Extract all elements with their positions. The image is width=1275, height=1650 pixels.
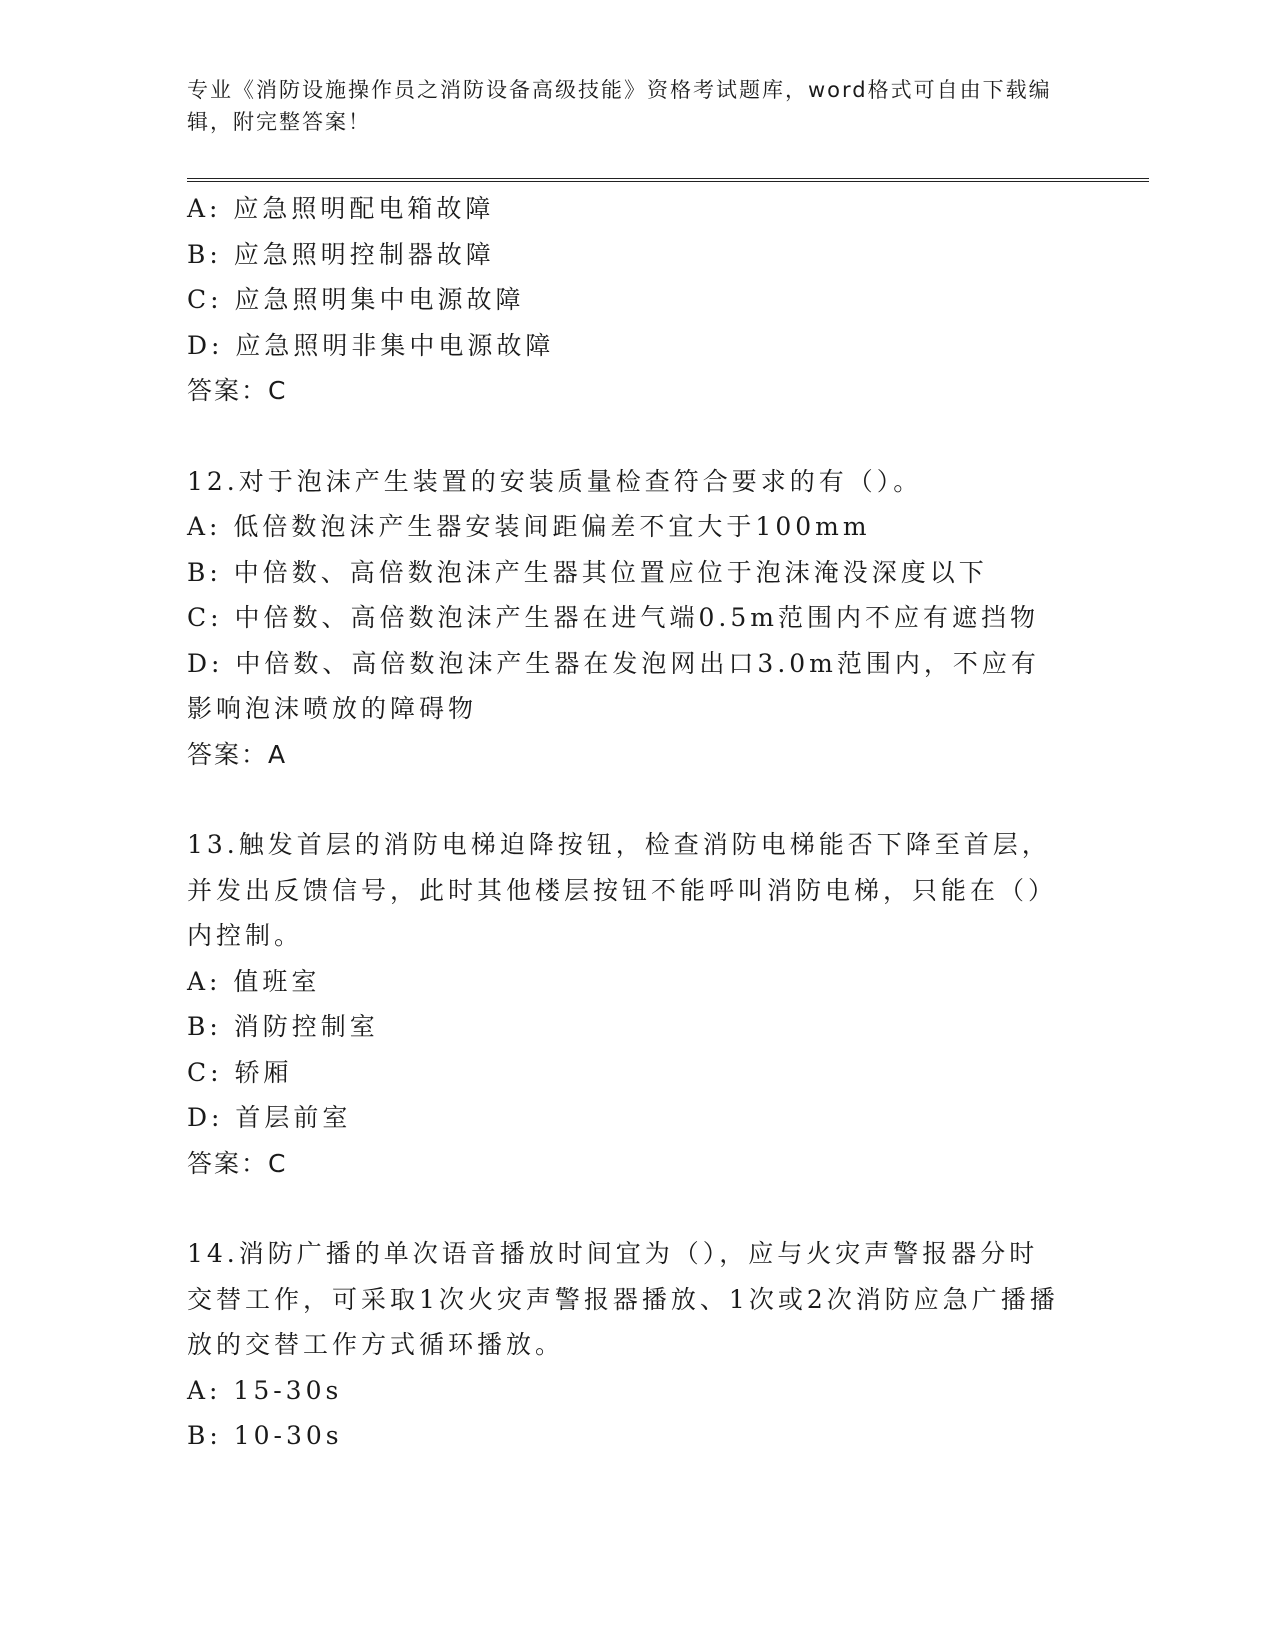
option-a: A: 低倍数泡沫产生器安装间距偏差不宜大于100mm xyxy=(187,512,871,541)
divider-line-top xyxy=(187,178,1149,179)
question-list xyxy=(187,186,1087,1459)
question-14 xyxy=(187,1231,1087,1459)
option-b: B: 中倍数、高倍数泡沫产生器其位置应位于泡沫淹没深度以下 xyxy=(187,557,988,587)
question-12 xyxy=(187,459,1087,778)
option-d: D: 首层前室 xyxy=(187,1103,352,1132)
question-stem: 14.消防广播的单次语音播放时间宜为（），应与火灾声警报器分时交替工作，可采取1次火灾声警报器播放、1次或2次消防应急广播播放的交替工作方式循环播放。 xyxy=(187,1239,1059,1359)
divider-line-bottom xyxy=(187,181,1149,182)
option-c: C: 轿厢 xyxy=(187,1057,293,1087)
option-a: A: 值班室 xyxy=(187,966,321,996)
option-b: B: 消防控制室 xyxy=(187,1012,379,1041)
option-b: B: 应急照明控制器故障 xyxy=(187,239,495,269)
option-d: D: 中倍数、高倍数泡沫产生器在发泡网出口3.0m范围内，不应有影响泡沫喷放的障碍物 xyxy=(187,648,1040,723)
answer: 答案：C xyxy=(187,1148,288,1178)
question-prev xyxy=(187,186,1087,414)
option-b: B: 10-30s xyxy=(187,1421,343,1450)
question-stem: 13.触发首层的消防电梯迫降按钮，检查消防电梯能否下降至首层，并发出反馈信号，此时其他楼层按钮不能呼叫消防电梯，只能在（）内控制。 xyxy=(187,830,1058,950)
question-13 xyxy=(187,822,1087,1186)
option-c: C: 中倍数、高倍数泡沫产生器在进气端0.5m范围内不应有遮挡物 xyxy=(187,603,1039,632)
answer: 答案：C xyxy=(187,376,288,405)
option-a: A: 应急照明配电箱故障 xyxy=(187,194,495,223)
option-c: C: 应急照明集中电源故障 xyxy=(187,285,525,314)
header-divider xyxy=(187,178,1149,183)
answer: 答案：A xyxy=(187,739,288,769)
option-d: D: 应急照明非集中电源故障 xyxy=(187,330,555,360)
document-header: 专业《消防设施操作员之消防设备高级技能》资格考试题库，word格式可自由下载编辑，附完整答案！ xyxy=(187,78,1052,134)
option-a: A: 15-30s xyxy=(187,1375,343,1405)
question-stem: 12.对于泡沫产生装置的安装质量检查符合要求的有（）。 xyxy=(187,466,923,496)
